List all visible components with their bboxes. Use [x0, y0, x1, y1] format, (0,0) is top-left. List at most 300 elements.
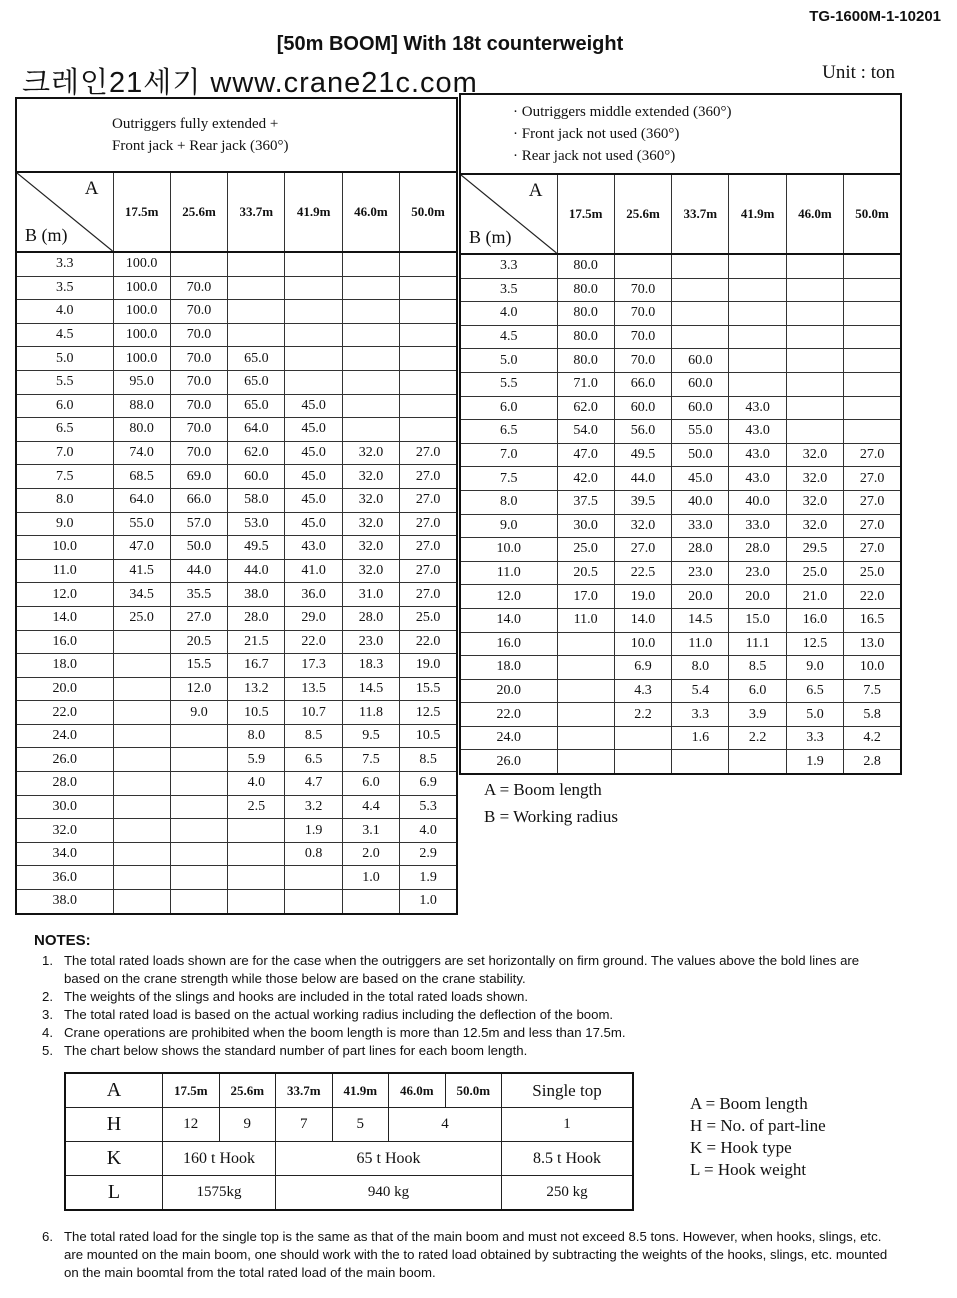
row-label: H — [65, 1108, 163, 1142]
load-row — [460, 585, 901, 609]
rated-load-cell — [228, 866, 285, 890]
radius-cell: 30.0 — [16, 795, 113, 819]
corner-cell — [16, 172, 113, 252]
rated-load-cell: 18.3 — [342, 654, 399, 678]
rated-load-cell — [786, 349, 843, 373]
rated-load-cell: 16.5 — [844, 608, 901, 632]
boom-length-header: 33.7m — [672, 174, 729, 254]
rated-load-cell: 17.3 — [285, 654, 342, 678]
rated-load-cell: 2.0 — [342, 842, 399, 866]
rated-load-cell: 44.0 — [170, 559, 227, 583]
rated-load-cell — [400, 252, 457, 276]
rated-load-cell: 12.5 — [400, 701, 457, 725]
rated-load-cell: 32.0 — [786, 514, 843, 538]
rated-load-cell: 8.5 — [400, 748, 457, 772]
note-text: Crane operations are prohibited when the boom length is more than 12.5m and less than 17.5m. — [64, 1025, 626, 1040]
radius-cell: 12.0 — [16, 583, 113, 607]
rated-load-cell — [113, 819, 170, 843]
radius-cell: 6.0 — [16, 394, 113, 418]
rated-load-cell: 70.0 — [614, 325, 671, 349]
boom-length-header: 17.5m — [113, 172, 170, 252]
rated-load-cell: 65.0 — [228, 394, 285, 418]
rated-load-cell: 58.0 — [228, 488, 285, 512]
rated-load-cell: 1.0 — [342, 866, 399, 890]
rated-load-cell — [400, 394, 457, 418]
load-row — [460, 396, 901, 420]
rated-load-cell: 70.0 — [170, 394, 227, 418]
rated-load-cell: 1.9 — [285, 819, 342, 843]
rated-load-cell: 25.0 — [557, 538, 614, 562]
load-row — [16, 890, 457, 914]
rated-load-cell: 27.0 — [844, 538, 901, 562]
rated-load-cell: 1.9 — [786, 750, 843, 774]
rated-load-cell — [170, 772, 227, 796]
boom-length-header: 25.6m — [170, 172, 227, 252]
rated-load-cell: 32.0 — [342, 512, 399, 536]
rated-load-cell: 14.5 — [342, 677, 399, 701]
rated-load-cell: 27.0 — [400, 536, 457, 560]
radius-cell: 28.0 — [16, 772, 113, 796]
rated-load-cell: 100.0 — [113, 300, 170, 324]
legend-working-radius: B = Working radius — [484, 807, 618, 826]
radius-cell: 26.0 — [460, 750, 557, 774]
rated-load-cell: 13.5 — [285, 677, 342, 701]
boom-length-header: 41.9m — [729, 174, 786, 254]
radius-cell: 5.0 — [460, 349, 557, 373]
load-row — [16, 465, 457, 489]
rated-load-cell — [342, 323, 399, 347]
rated-load-cell: 100.0 — [113, 252, 170, 276]
rated-load-cell: 0.8 — [285, 842, 342, 866]
rated-load-cell: 12.5 — [786, 632, 843, 656]
rated-load-cell — [170, 795, 227, 819]
rated-load-cell — [614, 726, 671, 750]
rated-load-cell: 100.0 — [113, 276, 170, 300]
rated-load-cell: 35.5 — [170, 583, 227, 607]
rated-load-cell: 70.0 — [170, 323, 227, 347]
load-row — [16, 795, 457, 819]
boom-length-header-row — [16, 172, 457, 252]
boom-length-cell: 41.9m — [332, 1073, 389, 1108]
rated-load-cell: 38.0 — [228, 583, 285, 607]
rated-load-cell — [729, 278, 786, 302]
load-row — [460, 514, 901, 538]
note-item — [34, 1042, 894, 1060]
rated-load-cell: 5.9 — [228, 748, 285, 772]
rated-load-cell: 11.0 — [557, 608, 614, 632]
rated-load-cell: 5.0 — [786, 703, 843, 727]
rated-load-cell — [113, 748, 170, 772]
rated-load-cell: 45.0 — [285, 441, 342, 465]
load-row — [16, 630, 457, 654]
radius-cell: 12.0 — [460, 585, 557, 609]
load-row — [16, 347, 457, 371]
rated-load-cell — [342, 300, 399, 324]
rated-load-cell: 70.0 — [170, 418, 227, 442]
rated-load-cell: 37.5 — [557, 490, 614, 514]
rated-load-cell — [285, 370, 342, 394]
legend-part-line: H = No. of part-line — [690, 1116, 826, 1135]
rated-load-cell — [228, 300, 285, 324]
radius-cell: 32.0 — [16, 819, 113, 843]
rated-load-cell — [285, 300, 342, 324]
radius-cell: 5.5 — [16, 370, 113, 394]
rated-load-cell — [228, 276, 285, 300]
rated-load-cell — [170, 748, 227, 772]
rated-load-cell: 50.0 — [170, 536, 227, 560]
rated-load-cell: 27.0 — [170, 606, 227, 630]
rated-load-cell: 25.0 — [844, 561, 901, 585]
note-text: The total rated loads shown are for the case when the outriggers are set horizontally on firm ground. The values above the bold lines are based on the crane strength while those below are based on the crane stability. — [64, 953, 860, 986]
rated-load-cell: 29.0 — [285, 606, 342, 630]
rated-load-cell — [786, 325, 843, 349]
rated-load-cell: 49.5 — [228, 536, 285, 560]
row-hook-weight — [65, 1176, 633, 1211]
rated-load-cell — [729, 372, 786, 396]
rated-load-cell — [170, 724, 227, 748]
rated-load-cell: 3.9 — [729, 703, 786, 727]
row-hook-type — [65, 1142, 633, 1176]
radius-cell: 6.0 — [460, 396, 557, 420]
rated-load-cell: 4.7 — [285, 772, 342, 796]
page-title: [50m BOOM] With 18t counterweight — [276, 33, 624, 55]
rated-load-cell: 15.0 — [729, 608, 786, 632]
rated-load-cell — [113, 866, 170, 890]
rated-load-cell: 45.0 — [285, 394, 342, 418]
rated-load-cell — [786, 302, 843, 326]
rated-load-cell — [557, 632, 614, 656]
condition-line-2: Front jack + Rear jack (360°) — [112, 138, 289, 154]
part-line-cell: 12 — [163, 1108, 220, 1142]
load-row — [16, 677, 457, 701]
boom-length-header: 50.0m — [400, 172, 457, 252]
rated-load-cell — [113, 890, 170, 914]
radius-cell: 11.0 — [460, 561, 557, 585]
rated-load-cell: 4.0 — [228, 772, 285, 796]
radius-cell: 3.3 — [460, 254, 557, 278]
rated-load-cell: 41.5 — [113, 559, 170, 583]
rated-load-cell: 43.0 — [729, 420, 786, 444]
rated-load-cell: 1.6 — [672, 726, 729, 750]
condition-cell — [460, 94, 901, 174]
rated-load-cell — [342, 370, 399, 394]
condition-line-2: · Front jack not used (360°) — [513, 126, 680, 142]
load-row — [460, 750, 901, 774]
part-line-cell: 9 — [219, 1108, 276, 1142]
rated-load-cell — [786, 372, 843, 396]
rated-load-cell: 15.5 — [170, 654, 227, 678]
rated-load-cell: 6.0 — [729, 679, 786, 703]
rated-load-cell: 14.0 — [614, 608, 671, 632]
load-row — [460, 349, 901, 373]
rated-load-cell: 9.0 — [170, 701, 227, 725]
load-row — [460, 679, 901, 703]
rated-load-cell: 33.0 — [729, 514, 786, 538]
boom-length-header: 25.6m — [614, 174, 671, 254]
rated-load-cell: 80.0 — [557, 278, 614, 302]
rated-load-cell — [285, 347, 342, 371]
boom-length-header: 33.7m — [228, 172, 285, 252]
rated-load-cell: 20.0 — [672, 585, 729, 609]
rated-load-cell — [729, 302, 786, 326]
rated-load-cell — [844, 325, 901, 349]
corner-a-label: A — [84, 178, 99, 199]
radius-cell: 8.0 — [460, 490, 557, 514]
rated-load-cell: 10.0 — [614, 632, 671, 656]
rated-load-cell — [113, 630, 170, 654]
rated-load-cell: 53.0 — [228, 512, 285, 536]
load-row — [16, 252, 457, 276]
rated-load-cell: 60.0 — [672, 372, 729, 396]
rated-load-cell: 27.0 — [400, 488, 457, 512]
radius-cell: 22.0 — [16, 701, 113, 725]
rated-load-cell: 40.0 — [672, 490, 729, 514]
rated-load-cell — [285, 890, 342, 914]
rated-load-cell: 8.0 — [228, 724, 285, 748]
load-row — [16, 748, 457, 772]
radius-cell: 24.0 — [460, 726, 557, 750]
rated-load-cell — [400, 300, 457, 324]
rated-load-cell: 4.4 — [342, 795, 399, 819]
rated-load-cell: 45.0 — [285, 488, 342, 512]
rated-load-cell: 20.5 — [557, 561, 614, 585]
rated-load-cell: 29.5 — [786, 538, 843, 562]
rated-load-cell — [342, 418, 399, 442]
rated-load-cell: 60.0 — [228, 465, 285, 489]
rated-load-cell: 65.0 — [228, 370, 285, 394]
rated-load-cell: 49.5 — [614, 443, 671, 467]
rated-load-cell: 66.0 — [614, 372, 671, 396]
single-top-cell: 8.5 t Hook — [502, 1142, 634, 1176]
rated-load-cell: 10.7 — [285, 701, 342, 725]
radius-cell: 18.0 — [16, 654, 113, 678]
rated-load-cell: 32.0 — [342, 488, 399, 512]
radius-cell: 11.0 — [16, 559, 113, 583]
rated-load-cell — [285, 276, 342, 300]
rated-load-cell: 80.0 — [557, 302, 614, 326]
rated-load-cell: 9.5 — [342, 724, 399, 748]
rated-load-cell: 70.0 — [614, 278, 671, 302]
rated-load-cell: 2.9 — [400, 842, 457, 866]
rated-load-cell: 27.0 — [844, 467, 901, 491]
rated-load-cell — [400, 323, 457, 347]
rated-load-cell: 27.0 — [400, 583, 457, 607]
rated-load-cell: 30.0 — [557, 514, 614, 538]
note-text: The total rated load is based on the actual working radius including the deflection of the boom. — [64, 1007, 614, 1022]
corner-b-label: B (m) — [25, 225, 68, 245]
rated-load-cell — [342, 347, 399, 371]
rated-load-cell: 25.0 — [400, 606, 457, 630]
rated-load-cell — [400, 370, 457, 394]
radius-cell: 18.0 — [460, 656, 557, 680]
rated-load-cell — [170, 819, 227, 843]
hook-weight-cell: 1575kg — [163, 1176, 276, 1211]
rated-load-cell: 32.0 — [786, 467, 843, 491]
rated-load-cell: 27.0 — [614, 538, 671, 562]
radius-cell: 24.0 — [16, 724, 113, 748]
rated-load-cell — [614, 254, 671, 278]
rated-load-cell: 28.0 — [672, 538, 729, 562]
rated-load-cell: 4.0 — [400, 819, 457, 843]
load-row — [460, 443, 901, 467]
load-row — [16, 488, 457, 512]
rated-load-cell: 28.0 — [228, 606, 285, 630]
rated-load-cell: 21.0 — [786, 585, 843, 609]
radius-cell: 3.5 — [460, 278, 557, 302]
row-label: A — [65, 1073, 163, 1108]
load-row — [16, 772, 457, 796]
rated-load-cell — [342, 276, 399, 300]
rated-load-cell: 66.0 — [170, 488, 227, 512]
radius-cell: 7.0 — [460, 443, 557, 467]
rated-load-cell: 20.0 — [729, 585, 786, 609]
radius-cell: 10.0 — [460, 538, 557, 562]
right-table-body — [460, 94, 901, 774]
rated-load-cell — [113, 654, 170, 678]
rated-load-cell: 2.8 — [844, 750, 901, 774]
load-row — [460, 420, 901, 444]
radius-cell: 8.0 — [16, 488, 113, 512]
rated-load-cell — [400, 347, 457, 371]
radius-cell: 3.3 — [16, 252, 113, 276]
load-row — [16, 559, 457, 583]
rated-load-cell: 3.2 — [285, 795, 342, 819]
rated-load-cell: 28.0 — [342, 606, 399, 630]
radius-cell: 4.5 — [16, 323, 113, 347]
legend-hook-weight: L = Hook weight — [690, 1160, 807, 1179]
rated-load-cell: 70.0 — [170, 441, 227, 465]
rated-load-cell: 3.3 — [672, 703, 729, 727]
rated-load-cell: 45.0 — [285, 512, 342, 536]
rated-load-cell: 1.0 — [400, 890, 457, 914]
rated-load-cell: 23.0 — [342, 630, 399, 654]
note-item — [34, 952, 894, 988]
rated-load-cell: 80.0 — [557, 325, 614, 349]
rated-load-cell: 50.0 — [672, 443, 729, 467]
load-row — [16, 819, 457, 843]
rated-load-cell — [844, 372, 901, 396]
rated-load-cell: 22.5 — [614, 561, 671, 585]
rated-load-cell: 45.0 — [672, 467, 729, 491]
rated-load-cell: 3.1 — [342, 819, 399, 843]
rated-load-cell: 43.0 — [285, 536, 342, 560]
note-item — [34, 1228, 904, 1282]
load-chart-fully-extended — [15, 97, 458, 915]
rated-load-cell: 11.1 — [729, 632, 786, 656]
load-row — [460, 467, 901, 491]
note-item — [34, 988, 894, 1006]
radius-cell: 14.0 — [16, 606, 113, 630]
rated-load-cell — [342, 252, 399, 276]
radius-cell: 26.0 — [16, 748, 113, 772]
rated-load-cell — [614, 750, 671, 774]
rated-load-cell: 42.0 — [557, 467, 614, 491]
rated-load-cell: 4.2 — [844, 726, 901, 750]
rated-load-cell: 32.0 — [786, 443, 843, 467]
rated-load-cell: 20.5 — [170, 630, 227, 654]
rated-load-cell — [228, 323, 285, 347]
rated-load-cell: 32.0 — [786, 490, 843, 514]
rated-load-cell: 64.0 — [113, 488, 170, 512]
load-row — [460, 254, 901, 278]
rated-load-cell: 27.0 — [400, 559, 457, 583]
rated-load-cell: 100.0 — [113, 347, 170, 371]
rated-load-cell: 32.0 — [342, 536, 399, 560]
rated-load-cell: 100.0 — [113, 323, 170, 347]
radius-cell: 10.0 — [16, 536, 113, 560]
rated-load-cell: 22.0 — [400, 630, 457, 654]
rated-load-cell: 8.0 — [672, 656, 729, 680]
rated-load-cell: 27.0 — [844, 490, 901, 514]
rated-load-cell — [786, 278, 843, 302]
condition-row — [460, 94, 901, 174]
rated-load-cell: 25.0 — [786, 561, 843, 585]
radius-cell: 5.5 — [460, 372, 557, 396]
rated-load-cell: 2.5 — [228, 795, 285, 819]
load-row — [16, 418, 457, 442]
note-number: 5. — [42, 1043, 53, 1058]
rated-load-cell: 11.8 — [342, 701, 399, 725]
rated-load-cell: 6.0 — [342, 772, 399, 796]
note-item — [34, 1006, 894, 1024]
rated-load-cell: 71.0 — [557, 372, 614, 396]
rated-load-cell — [113, 701, 170, 725]
boom-length-header: 17.5m — [557, 174, 614, 254]
radius-cell: 14.0 — [460, 608, 557, 632]
rated-load-cell: 70.0 — [170, 347, 227, 371]
rated-load-cell: 15.5 — [400, 677, 457, 701]
load-row — [16, 441, 457, 465]
legend-bottom — [690, 1093, 826, 1181]
rated-load-cell — [228, 819, 285, 843]
rated-load-cell — [113, 677, 170, 701]
rated-load-cell: 21.5 — [228, 630, 285, 654]
rated-load-cell: 32.0 — [342, 441, 399, 465]
radius-cell: 9.0 — [16, 512, 113, 536]
rated-load-cell: 55.0 — [672, 420, 729, 444]
note-item — [34, 1024, 894, 1042]
rated-load-cell — [786, 420, 843, 444]
rated-load-cell: 16.7 — [228, 654, 285, 678]
legend-hook-type: K = Hook type — [690, 1138, 792, 1157]
rated-load-cell: 60.0 — [614, 396, 671, 420]
rated-load-cell: 45.0 — [285, 465, 342, 489]
rated-load-cell: 8.5 — [729, 656, 786, 680]
rated-load-cell: 27.0 — [844, 514, 901, 538]
radius-cell: 20.0 — [460, 679, 557, 703]
rated-load-cell: 2.2 — [729, 726, 786, 750]
rated-load-cell: 27.0 — [400, 512, 457, 536]
document-id: TG-1600M-1-10201 — [809, 8, 941, 25]
load-row — [16, 370, 457, 394]
rated-load-cell: 19.0 — [614, 585, 671, 609]
rated-load-cell: 13.0 — [844, 632, 901, 656]
rated-load-cell: 5.3 — [400, 795, 457, 819]
boom-length-header: 46.0m — [342, 172, 399, 252]
rated-load-cell — [844, 349, 901, 373]
rated-load-cell: 68.5 — [113, 465, 170, 489]
rated-load-cell: 27.0 — [400, 441, 457, 465]
load-row — [460, 703, 901, 727]
rated-load-cell: 10.5 — [400, 724, 457, 748]
rated-load-cell — [285, 866, 342, 890]
load-row — [16, 866, 457, 890]
rated-load-cell — [400, 418, 457, 442]
load-row — [16, 654, 457, 678]
rated-load-cell: 44.0 — [614, 467, 671, 491]
boom-length-cell: 50.0m — [445, 1073, 502, 1108]
load-row — [16, 323, 457, 347]
